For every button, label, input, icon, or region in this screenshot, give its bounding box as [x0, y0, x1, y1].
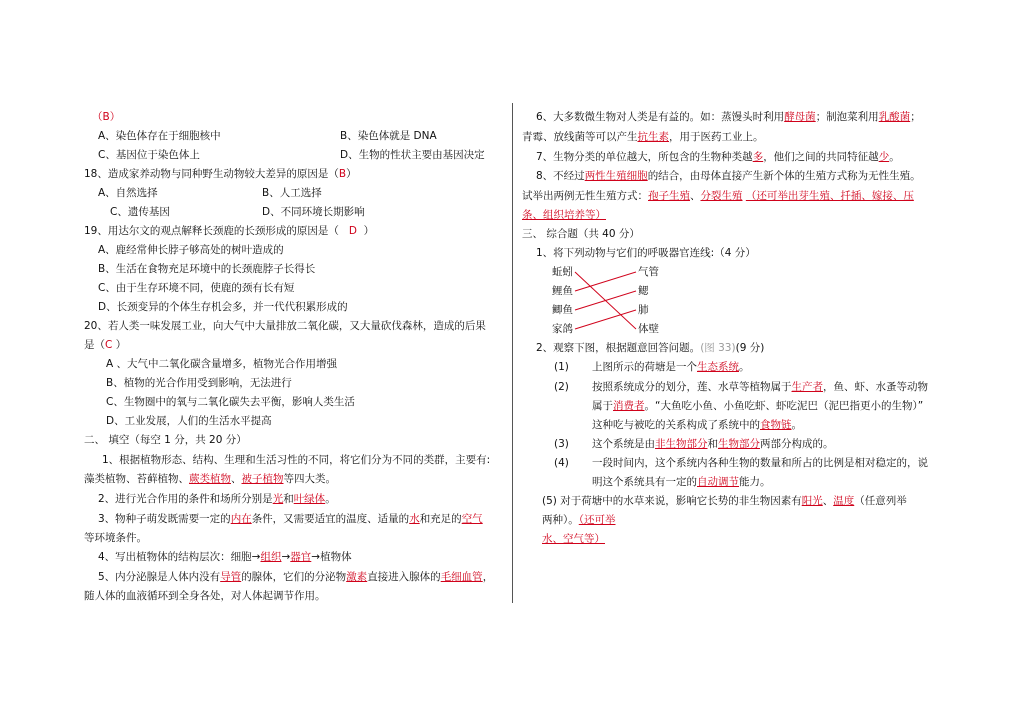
comp2-p4-line2: 明这个系统具有一定的自动调节能力。	[592, 476, 771, 488]
q18-stem: 18、造成家养动物与同种野生动物较大差异的原因是（B）	[84, 168, 357, 180]
comp2-title: 2、观察下图，根据题意回答问题。(图 33)(9 分)	[536, 342, 765, 354]
q19-option-d: D、长颈变异的个体生存机会多，并一代代积累形成的	[98, 301, 348, 313]
animal-crucian: 鲫鱼	[552, 304, 573, 316]
q19-option-a: A、鹿经常伸长脖子够高处的树叶造成的	[98, 244, 284, 256]
column-divider	[512, 103, 513, 603]
animal-pigeon: 家鸽	[552, 323, 573, 335]
q18-option-d: D、不同环境长期影响	[262, 206, 365, 218]
comp2-p1: 上图所示的荷塘是一个生态系统。	[592, 361, 750, 373]
q20-option-d: D、工业发展，人们的生活水平提高	[106, 415, 272, 427]
comp2-p2-line3: 这种吃与被吃的关系构成了系统中的食物链。	[592, 419, 802, 431]
fill8-line1: 8、不经过两性生殖细胞的结合，由母体直接产生新个体的生殖方式称为无性生殖。	[536, 170, 921, 182]
comp1-title: 1、将下列动物与它们的呼吸器官连线:（4 分）	[536, 247, 756, 259]
comp2-p4-line1: 一段时间内，这个系统内各种生物的数量和所占的比例是相对稳定的，说	[592, 457, 928, 469]
comp2-p3: 这个系统是由非生物部分和生物部分两部分构成的。	[592, 438, 834, 450]
fill3-line1: 3、物种子萌发既需要一定的内在条件，又需要适宜的温度、适量的水和充足的空气	[98, 513, 483, 525]
comp2-p2-num: (2)	[554, 381, 569, 393]
organ-gills: 鳃	[638, 285, 649, 297]
fill6-line2: 青霉、放线菌等可以产生抗生素，用于医药工业上。	[522, 131, 764, 143]
line-crucian-gills	[575, 291, 636, 310]
comp2-p5-line3: 水、空气等）	[542, 533, 605, 545]
comp2-p1-num: (1)	[554, 361, 569, 373]
comp2-p2-line1: 按照系统成分的划分，莲、水草等植物属于生产者，鱼、虾、水蚤等动物	[592, 381, 928, 393]
animal-earthworm: 蚯蚓	[552, 266, 573, 278]
comp2-p5-line1: (5) 对于荷塘中的水草来说，影响它长势的非生物因素有阳光、温度（任意列举	[542, 495, 907, 507]
fill2: 2、进行光合作用的条件和场所分别是光和叶绿体。	[98, 493, 336, 505]
q18-option-a: A、自然选择	[98, 187, 158, 199]
fill6-line1: 6、大多数微生物对人类是有益的。如：蒸馒头时利用酵母菌；制泡菜利用乳酸菌；	[536, 111, 921, 123]
comp2-p2-line2: 属于消费者。“大鱼吃小鱼、小鱼吃虾、虾吃泥巴（泥巴指更小的生物）”	[592, 400, 924, 412]
line-carp-trachea	[575, 272, 636, 291]
q17-option-d: D、生物的性状主要由基因决定	[340, 149, 485, 161]
section3-heading: 三、 综合题（共 40 分）	[522, 228, 640, 240]
fill5-line1: 5、内分泌腺是人体内没有导管的腺体，它们的分泌物激素直接进入腺体的毛细血管，	[98, 571, 494, 583]
fill3-line2: 等环境条件。	[84, 532, 147, 544]
q20-option-a: A 、大气中二氧化碳含量增多，植物光合作用增强	[106, 358, 338, 370]
fill5-line2: 随人体的血液循环到全身各处，对人体起调节作用。	[84, 590, 326, 602]
organ-lungs: 肺	[638, 304, 649, 316]
fill1-line1: 1、根据植物形态、结构、生理和生活习性的不同，将它们分为不同的类群，主要有:	[102, 454, 491, 466]
q17-answer: （B）	[92, 111, 121, 123]
animal-carp: 鲤鱼	[552, 285, 573, 297]
fill7: 7、生物分类的单位越大，所包含的生物种类越多，他们之间的共同特征越少。	[536, 151, 900, 163]
organ-trachea: 气管	[638, 266, 659, 278]
fill8-line3: 条、组织培养等）	[522, 209, 606, 221]
q20-option-b: B、植物的光合作用受到影响，无法进行	[106, 377, 292, 389]
q17-option-c: C、基因位于染色体上	[98, 149, 200, 161]
q18-option-b: B、人工选择	[262, 187, 322, 199]
fill8-line2: 试举出两例无性生殖方式：孢子生殖、分裂生殖 （还可举出芽生殖、扦插、嫁接、压	[522, 190, 914, 202]
line-pigeon-lungs	[575, 310, 636, 329]
q18-option-c: C、遗传基因	[110, 206, 170, 218]
q19-stem: 19、用达尔文的观点解释长颈鹿的长颈形成的原因是（ D ）	[84, 225, 375, 237]
section2-heading: 二、 填空（每空 1 分，共 20 分）	[84, 434, 247, 446]
q19-option-b: B、生活在食物充足环境中的长颈鹿脖子长得长	[98, 263, 316, 275]
fill4: 4、写出植物体的结构层次：细胞→组织→器官→植物体	[98, 551, 352, 563]
q17-option-a: A、染色体存在于细胞核中	[98, 130, 221, 142]
organ-body-wall: 体壁	[638, 323, 659, 335]
comp2-p3-num: (3)	[554, 438, 569, 450]
q17-option-b: B、染色体就是 DNA	[340, 130, 437, 142]
q20-stem-line2: 是（C ）	[84, 339, 127, 351]
q20-option-c: C、生物圈中的氧与二氧化碳失去平衡，影响人类生活	[106, 396, 355, 408]
q19-option-c: C、由于生存环境不同，使鹿的颈有长有短	[98, 282, 295, 294]
fill1-line2: 藻类植物、苔藓植物、蕨类植物、被子植物等四大类。	[84, 473, 336, 485]
comp2-p4-num: (4)	[554, 457, 569, 469]
q20-stem: 20、若人类一味发展工业，向大气中大量排放二氧化碳，又大量砍伐森林，造成的后果	[84, 320, 486, 332]
comp2-p5-line2: 两种）。（还可举	[542, 514, 616, 526]
